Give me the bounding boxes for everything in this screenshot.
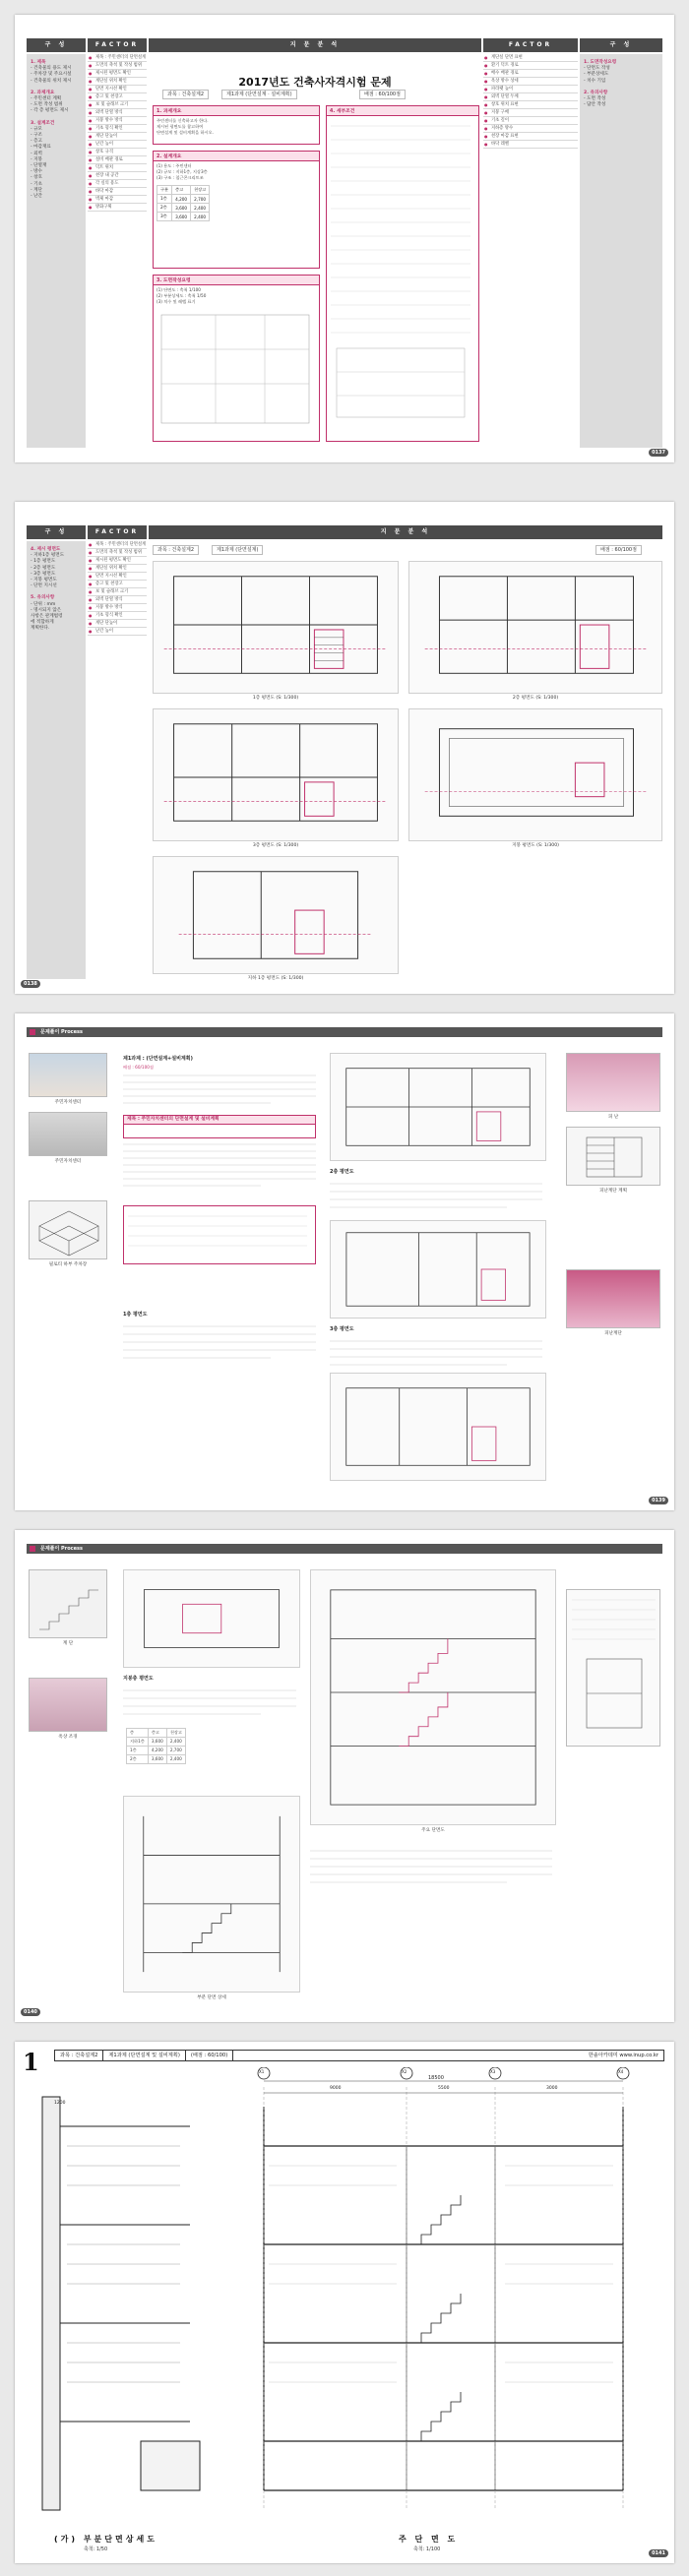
- notes-line: (2) 부분상세도 : 축척 1/50: [157, 293, 207, 298]
- left-section-line: 사항은 관계법령: [31, 614, 63, 620]
- floor-table-cell: 2,700: [191, 195, 210, 204]
- factor-item: ● 단면 지시선 확인: [88, 86, 147, 93]
- floor-table-2-header-cell: 층고: [148, 1729, 166, 1738]
- left-section-line: - 방수: [31, 169, 42, 175]
- left-section-heading: 2. 과제개요: [31, 90, 55, 95]
- right-section-heading: 2. 유의사항: [584, 90, 608, 95]
- factor-item: ● 환기 덕트 경로: [483, 62, 578, 70]
- left-composition-column: [27, 541, 86, 979]
- plan3-title: 3층 평면도: [330, 1326, 354, 1332]
- left-composition-column: [27, 54, 86, 448]
- subject-label: 과목 : 건축설계2: [153, 545, 199, 555]
- plan2-title: 2층 평면도: [330, 1169, 354, 1175]
- photo-stair-plan: [566, 1127, 660, 1186]
- overview-line: 단면설계 및 설비계획을 하시오.: [157, 130, 214, 135]
- left-section-line: - 창호: [31, 175, 42, 181]
- layout-sketch: [157, 310, 314, 428]
- left-section-heading: 3. 설계조건: [31, 120, 55, 126]
- process-bar: [27, 1544, 662, 1554]
- section-title: 제목 : 주민자치센터의 단면설계 및 설비계획: [124, 1116, 315, 1125]
- right-section-line: - 부분상세도: [584, 72, 609, 78]
- main-section: [264, 2107, 623, 2490]
- exam-page-2: [15, 502, 674, 994]
- header-composition-right: 구 성: [580, 38, 662, 52]
- floor-table-cell: 2층: [157, 204, 172, 213]
- overview-line: 제시된 평면도를 참고하여: [157, 124, 204, 129]
- factor-item: ● 외벽 단열 방식: [88, 596, 147, 604]
- roof-detail-drawing: [123, 1569, 300, 1668]
- factor-item: ● 제시된 평면도 확인: [88, 557, 147, 565]
- header-composition: 구 성: [27, 525, 86, 539]
- floor-table-2-cell: 2층: [127, 1755, 149, 1764]
- photo-caption-3: 필로티 하부 주차장: [48, 1262, 88, 1267]
- roof-heading: 지붕층 평면도: [123, 1676, 154, 1682]
- floor-table-2-header-cell: 층: [127, 1729, 149, 1738]
- header-analysis: 지 문 분 석: [149, 525, 662, 539]
- photo-evacuation: [566, 1053, 660, 1112]
- factor-item: ● 기초 형식 확인: [88, 125, 147, 133]
- left-section-heading: 5. 유의사항: [31, 595, 55, 601]
- floor-table-2-header-cell: 천장고: [166, 1729, 185, 1738]
- partial-detail-drawing: [42, 2097, 200, 2510]
- factor-item: ● 보 및 슬래브 크기: [88, 588, 147, 596]
- left-section-1: [27, 91, 86, 115]
- floor-table-header-cell: 층고: [172, 186, 191, 195]
- factor-item: ● 난간 높이: [88, 141, 147, 149]
- factor-item: ● 외벽 단열 방식: [88, 109, 147, 117]
- floor-table-2-cell: 2,400: [166, 1738, 185, 1747]
- factor-item: ● 천장 마감 표현: [483, 133, 578, 141]
- left-section-line: - 외벽: [31, 151, 42, 156]
- floor-table-header-cell: 구분: [157, 186, 172, 195]
- photo-piloti: [29, 1200, 107, 1259]
- factor-item: ● 기초 형식 확인: [88, 612, 147, 620]
- right-caption-3: 피난계단: [604, 1331, 622, 1336]
- floor-table-2-cell: 3,600: [148, 1738, 166, 1747]
- right-caption-1: 피 난: [607, 1115, 619, 1120]
- floor-table-header-cell: 천장고: [191, 186, 210, 195]
- right-section-line: - 단면도 작성: [584, 66, 610, 72]
- factor-item: ● 난간 높이: [88, 628, 147, 636]
- left-section-line: - 기초: [31, 181, 42, 187]
- factor-list-right: [483, 54, 578, 149]
- factor-item: ● 천장 내 공간: [88, 172, 147, 180]
- left-section-line: - 난간: [31, 194, 42, 200]
- side-notes: [566, 1589, 660, 1747]
- photo-roof-garden: [29, 1678, 107, 1732]
- score-label: 배점 : 60/100점: [359, 90, 406, 99]
- drawing-notes-box: [153, 275, 320, 442]
- header-factor: FACTOR: [88, 38, 147, 52]
- floor-table-2-cell: 3,600: [148, 1755, 166, 1764]
- left-section-line: - 계단: [31, 187, 42, 193]
- floor-table-2-cell: 2,400: [166, 1755, 185, 1764]
- left-section-line: - 3층 평면도: [31, 571, 56, 577]
- title-task: 제1과제 (단면설계 및 설비계획): [103, 2051, 185, 2060]
- design-line: (2) 규모 : 지하1층, 지상3층: [157, 169, 208, 174]
- answer-drawing-page: [15, 2042, 674, 2563]
- left-section-line: - 건축물의 위치 제시: [31, 78, 72, 84]
- section-title: 주 단 면 도: [399, 2535, 459, 2544]
- factor-item: ● 제시된 평면도 확인: [88, 70, 147, 78]
- floor-table-cell: 3층: [157, 213, 172, 221]
- left-section-heading: 1. 제목: [31, 60, 46, 65]
- notes-line: (3) 치수 및 레벨 표기: [157, 299, 196, 304]
- partial-section-drawing: [123, 1796, 300, 1993]
- floor-table-cell: 2,400: [191, 204, 210, 213]
- floor-table-cell: 3,600: [172, 213, 191, 221]
- detailed-conditions-box: [326, 105, 479, 442]
- floor-table-2-cell: 1층: [127, 1747, 149, 1755]
- page-number: 0139: [649, 1497, 668, 1504]
- axis-label-x2: X2: [402, 2069, 407, 2074]
- factor-list-left: [88, 54, 147, 212]
- factor-item: ● 계단 단높이: [88, 133, 147, 141]
- left-section-line: 계획한다.: [31, 626, 50, 632]
- header-factor: FACTOR: [88, 525, 147, 539]
- floor-table-2-cell: 4,200: [148, 1747, 166, 1755]
- floor-table-cell: 1층: [157, 195, 172, 204]
- factor-item: ● 층고 및 천장고: [88, 93, 147, 101]
- title-block: [54, 2050, 664, 2061]
- plan-drawing-1f: [153, 561, 399, 694]
- dim-left: 1200: [54, 2101, 66, 2106]
- intro-score: 배점 : 60/100점: [123, 1065, 154, 1070]
- left-section-line: - 지붕 평면도: [31, 578, 57, 583]
- floor-height-table-2: [126, 1728, 186, 1764]
- process-page-2: [15, 1530, 674, 2022]
- task-overview-heading: 1. 과제개요: [154, 106, 319, 116]
- right-section-line: - 답안 작성: [584, 102, 606, 108]
- factor-item: ● 계단실 위치 확인: [88, 565, 147, 573]
- floor-table-cell: 4,200: [172, 195, 191, 204]
- floor-table-row: [157, 213, 210, 221]
- left-section-line: - 2층 평면도: [31, 565, 56, 571]
- left-section-line: - 단면 지시선: [31, 583, 57, 589]
- factor-item: ● 도면의 축척 및 작성 범위: [88, 62, 147, 70]
- process-bar-label: 문제풀이 Process: [40, 1546, 83, 1552]
- left-section-line: - 주민센터 계획: [31, 96, 62, 102]
- factor-item: ● 도면의 축척 및 작성 범위: [88, 549, 147, 557]
- section-notes: [310, 1845, 556, 1906]
- header-composition: 구 성: [27, 38, 86, 52]
- floor-table-2-row: [127, 1747, 186, 1755]
- left-section-2: [27, 121, 86, 201]
- page-number: 0137: [649, 449, 668, 457]
- factor-item: ● 보 및 슬래브 크기: [88, 101, 147, 109]
- left-section-line: - 주차장 및 주요시설: [31, 72, 72, 78]
- plan-drawing-b1: [153, 856, 399, 974]
- floor-table-2-cell: 2,700: [166, 1747, 185, 1755]
- factor-item: ● 기초 깊이: [483, 117, 578, 125]
- header-factor-right: FACTOR: [483, 38, 578, 52]
- left-section-line: - 마감재료: [31, 145, 51, 151]
- notes-line: (1) 단면도 : 축척 1/100: [157, 287, 201, 292]
- right-section-1: [580, 91, 662, 109]
- condition-box: [123, 1205, 316, 1264]
- plan-drawing-3f: [153, 708, 399, 841]
- dim-2: 5500: [438, 2086, 450, 2091]
- detail-title: (가) 부분단면상세도: [54, 2535, 157, 2544]
- factor-item: ● 제목 : 주민센터의 단면설계: [88, 54, 147, 62]
- factor-item: ● 바닥 레벨: [483, 141, 578, 149]
- session-label: 제1과제 (단면설계 · 설비계획): [221, 90, 297, 99]
- overview-line: 주민센터를 신축하고자 한다.: [157, 118, 209, 123]
- factor-item: ● 제목 : 주민센터의 단면설계: [88, 541, 147, 549]
- conditions-heading: 4. 세부조건: [327, 106, 478, 116]
- left-section-line: - 단위 : mm: [31, 601, 56, 607]
- left-section-line: - 층고: [31, 139, 42, 145]
- main-section-drawing: [310, 1569, 556, 1825]
- plan-1f-notes: [123, 1309, 320, 1372]
- photo-building: [29, 1112, 107, 1156]
- task-number: 1: [23, 2048, 39, 2076]
- section-title-box: [123, 1115, 316, 1138]
- photo-community-center: [29, 1053, 107, 1097]
- floor-table-2-row: [127, 1755, 186, 1764]
- photo-stair: [566, 1269, 660, 1328]
- factor-item: ● 단면 지시선 확인: [88, 573, 147, 581]
- factor-item: ● 지붕 방수 방식: [88, 117, 147, 125]
- left-section-line: - 도면 작성 범위: [31, 102, 63, 108]
- axis-label-x4: X4: [618, 2069, 624, 2074]
- plan-drawing-2f: [408, 561, 662, 694]
- mid-caption: 부분 단면 상세: [197, 1995, 226, 2000]
- floor-table-cell: 2,400: [191, 213, 210, 221]
- factor-item: ● 계단 단높이: [88, 620, 147, 628]
- total-dimension: 18500: [428, 2075, 444, 2081]
- process-plan-1: [330, 1053, 546, 1161]
- plan-caption-3f: 3층 평면도 (S: 1/300): [252, 843, 299, 848]
- photo-caption-1: 주민자치센터: [54, 1100, 82, 1105]
- exam-page-1: [15, 15, 674, 462]
- para-2: [123, 1138, 320, 1199]
- plan-drawing-roof: [408, 708, 662, 841]
- conditions-lines: [327, 116, 474, 431]
- factor-item: ● 방화구획: [88, 204, 147, 212]
- right-section-line: - 치수 기입: [584, 78, 606, 84]
- floor-table-2-cell: 지하1층: [127, 1738, 149, 1747]
- title-publisher: 한솔아카데미 www.inup.co.kr: [588, 2053, 658, 2058]
- exam-title: 2017년도 건축사자격시험 문제: [238, 76, 392, 89]
- subject-label: 과목 : 건축설계2: [162, 90, 209, 99]
- process-bar: [27, 1027, 662, 1037]
- factor-item: ● 계단실 위치 확인: [88, 78, 147, 86]
- right-section-heading: 1. 도면작성요령: [584, 60, 617, 65]
- factor-item: ● 배수 배관 경로: [483, 70, 578, 78]
- detail-scale: 축척: 1/50: [84, 2546, 108, 2552]
- process-text-column: [123, 1053, 320, 1264]
- section-scale: 축척: 1/100: [413, 2546, 441, 2552]
- photo-stairs: [29, 1569, 107, 1638]
- left-section-line: - 1층 평면도: [31, 559, 56, 565]
- axis-label-x3: X3: [490, 2069, 496, 2074]
- plan-caption-2f: 2층 평면도 (S: 1/300): [512, 696, 559, 701]
- plan-caption-1f: 1층 평면도 (S: 1/300): [252, 696, 299, 701]
- left-section-1: [27, 595, 86, 632]
- para-1: [123, 1071, 320, 1112]
- factor-list-left: [88, 541, 147, 636]
- left-section-line: - 건축물의 용도 제시: [31, 66, 72, 72]
- score-label: 배점 : 60/100점: [595, 545, 642, 555]
- task-overview-box: [153, 105, 320, 145]
- stair-runs: [411, 2195, 461, 2441]
- title-score: (배점 : 60/100): [186, 2051, 233, 2060]
- left-section-line: - 단열재: [31, 163, 47, 169]
- left-section-line: - 각 층 평면도 제시: [31, 108, 69, 114]
- factor-item: ● 층고 및 천장고: [88, 581, 147, 588]
- page-number: 0141: [649, 2549, 668, 2557]
- plan-caption-b1: 지하 1층 평면도 (S: 1/300): [247, 976, 304, 981]
- floor-table-row: [157, 204, 210, 213]
- floor-table-2-row: [127, 1738, 186, 1747]
- factor-item: ● 창호 위치 표현: [483, 101, 578, 109]
- plan-caption-roof: 지붕 평면도 (S: 1/300): [512, 843, 559, 848]
- left-section-line: - 지붕: [31, 156, 42, 162]
- right-caption-2: 피난계단 계획: [598, 1189, 628, 1194]
- axis-label-x1: X1: [259, 2069, 265, 2074]
- plan-3f-notes: [330, 1323, 546, 1377]
- design-line: (3) 구조 : 철근콘크리트조: [157, 175, 204, 180]
- process-page-1: [15, 1013, 674, 1510]
- factor-item: ● 계단실 단면 표현: [483, 54, 578, 62]
- photo-caption-1: 계 단: [62, 1641, 74, 1646]
- section-caption: 주요 단면도: [421, 1828, 445, 1833]
- factor-item: ● 파라펫 높이: [483, 86, 578, 93]
- factor-item: ● 옥상 방수 상세: [483, 78, 578, 86]
- factor-item: ● 지하층 방수: [483, 125, 578, 133]
- photo-caption-2: 옥상 조경: [58, 1735, 78, 1740]
- left-section-line: - 명시되지 않은: [31, 607, 62, 613]
- right-section-0: [580, 60, 662, 85]
- factor-item: ● 지붕 구배: [483, 109, 578, 117]
- factor-item: ● 설비 배관 경로: [88, 156, 147, 164]
- drawing-notes-heading: 3. 도면작성요령: [154, 276, 319, 285]
- photo-caption-2: 주민자치센터: [54, 1159, 82, 1164]
- left-section-line: - 규모: [31, 126, 42, 132]
- factor-item: ● 창호 규격: [88, 149, 147, 156]
- process-plan-2: [330, 1220, 546, 1319]
- floor-height-table: [157, 185, 210, 221]
- roof-notes: [123, 1673, 300, 1766]
- header-analysis: 지 문 분 석: [149, 38, 481, 52]
- factor-item: ● 지붕 방수 방식: [88, 604, 147, 612]
- left-section-heading: 4. 제시 평면도: [31, 547, 61, 552]
- right-section-line: - 도면 작성: [584, 96, 606, 102]
- page-number: 0138: [21, 980, 40, 988]
- design-overview-box: [153, 151, 320, 269]
- factor-item: ● 바닥 마감: [88, 188, 147, 196]
- floor-table-row: [157, 195, 210, 204]
- dim-1: 9000: [330, 2086, 342, 2091]
- title-subject: 과목 : 건축설계2: [55, 2051, 103, 2060]
- right-composition-column: [580, 54, 662, 448]
- design-overview-heading: 2. 설계개요: [154, 152, 319, 161]
- left-section-0: [27, 60, 86, 85]
- left-section-0: [27, 547, 86, 589]
- dim-3: 3000: [546, 2086, 558, 2091]
- process-bar-label: 문제풀이 Process: [40, 1029, 83, 1035]
- process-plan-3: [330, 1373, 546, 1481]
- plan-2f-notes: [330, 1166, 546, 1219]
- floor-table-cell: 3,600: [172, 204, 191, 213]
- plan1-title: 1층 평면도: [123, 1312, 148, 1318]
- intro-title: 제1과제 : (단면설계+설비계획): [123, 1056, 193, 1062]
- session-label: 제1과제 (단면설계): [212, 545, 263, 555]
- factor-item: ● 각 실의 용도: [88, 180, 147, 188]
- left-section-line: 에 적합하게: [31, 620, 54, 626]
- left-section-line: - 구조: [31, 133, 42, 139]
- factor-item: ● 덕트 위치: [88, 164, 147, 172]
- factor-item: ● 외벽 단열 두께: [483, 93, 578, 101]
- page-number: 0140: [21, 2008, 40, 2016]
- factor-item: ● 벽체 마감: [88, 196, 147, 204]
- design-line: (1) 용도 : 주민센터: [157, 163, 192, 168]
- section-drawing-sheet: [23, 2067, 666, 2530]
- left-section-line: - 지하1층 평면도: [31, 553, 65, 559]
